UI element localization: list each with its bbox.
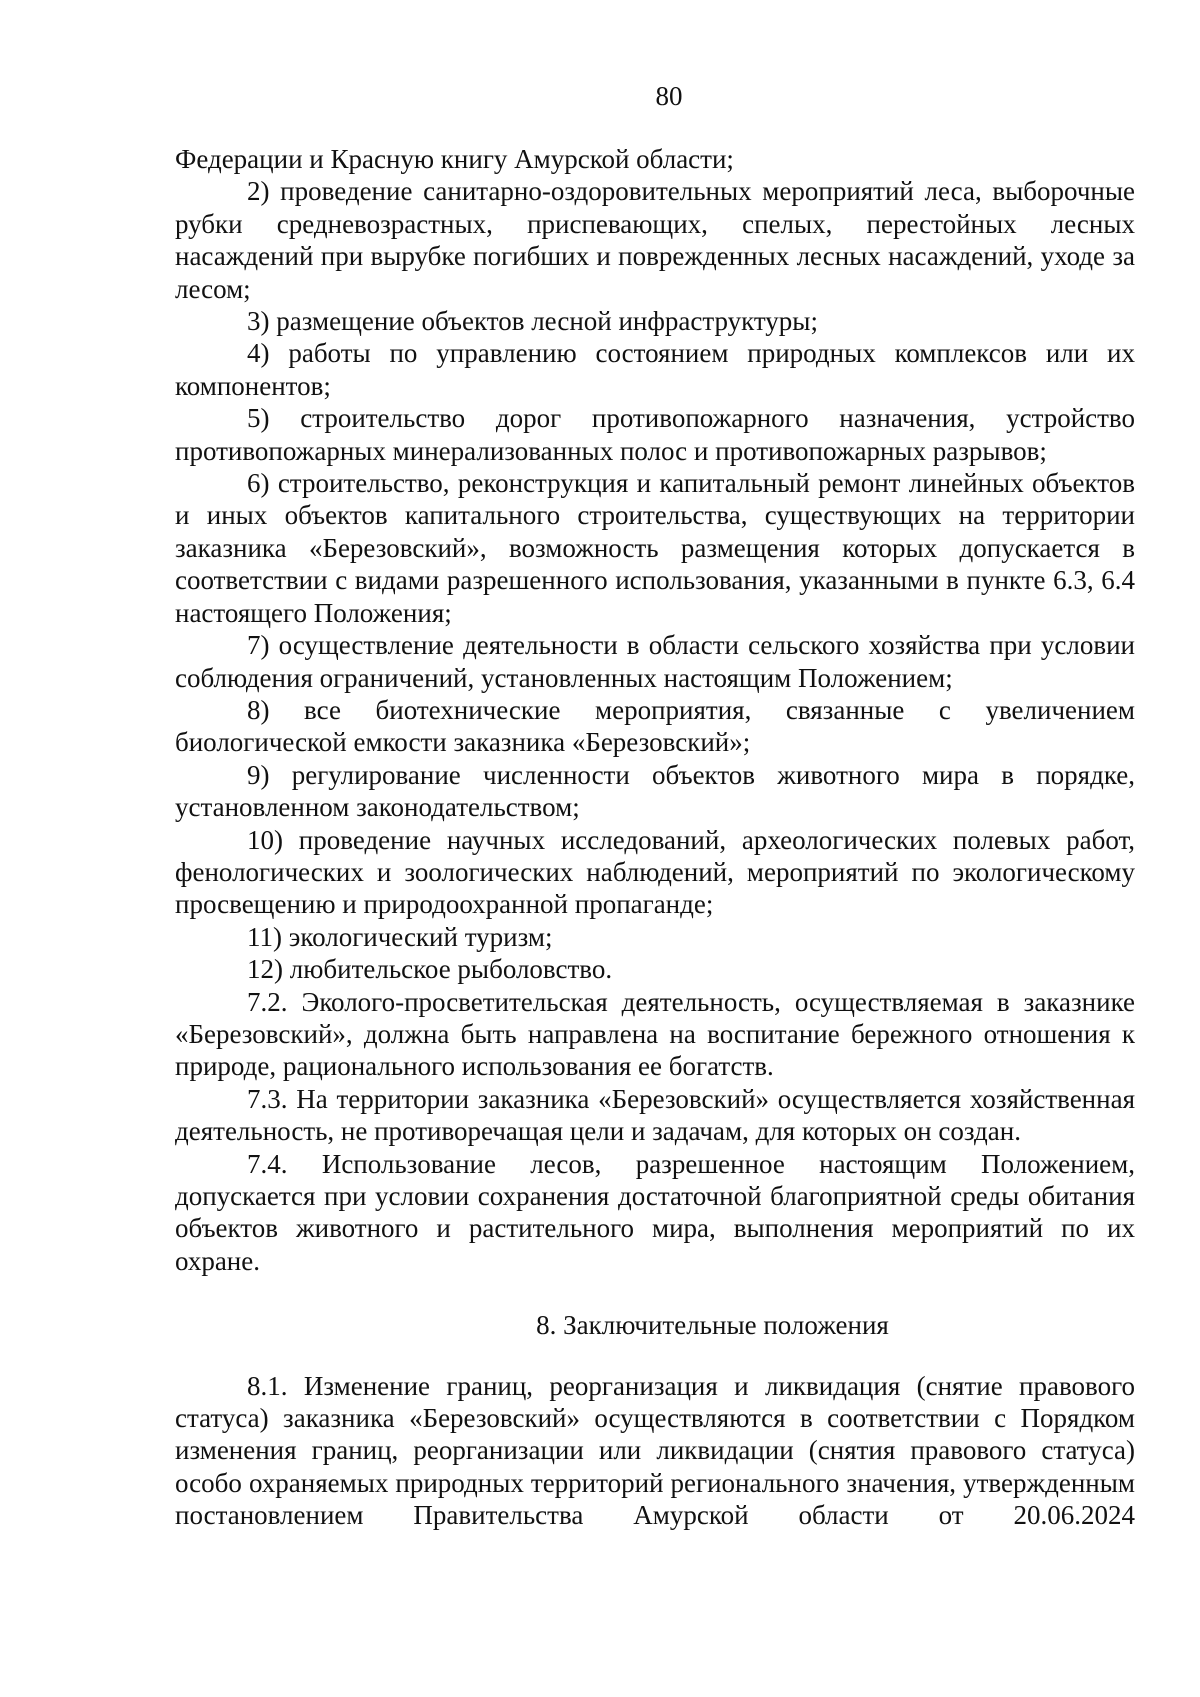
list-item-8: 8) все биотехнические мероприятия, связанные с увеличением биологической емкости заказника «Березовский»; (175, 694, 1135, 758)
list-item-6: 6) строительство, реконструкция и капитальный ремонт линейных объектов и иных объектов капитального строительства, существующих на территории заказника «Березовский», возможность размещения которых допускается в соответствии с видами разрешенного использования, указанными в пункте 6.3, 6.4 настоящего Положения; (175, 468, 1135, 628)
section-heading: 8. Заключительные положения (536, 1310, 889, 1341)
clause-7-2: 7.2. Эколого-просветительская деятельность, осуществляемая в заказнике «Березовский», должна быть направлена на воспитание бережного отношения к природе, рационального использования ее богатств. (175, 986, 1135, 1082)
list-item-2: 2) проведение санитарно-оздоровительных мероприятий леса, выборочные рубки средневозрастных, приспевающих, спелых, перестойных лесных насаждений при вырубке погибших и поврежденных лесных насаждений, уходе за лесом; (175, 176, 1135, 304)
clause-8-1: 8.1. Изменение границ, реорганизация и ликвидация (снятие правового статуса) заказника «Березовский» осуществляются в соответствии с Порядком изменения границ, реорганизации или ликвидации (снятия правового статуса) особо охраняемых природных территорий регионального значения, утвержденным постановлением Правительства Амурской области от 20.06.2024 (175, 1370, 1135, 1531)
list-item-9: 9) регулирование численности объектов животного мира в порядке, установленном законодательством; (175, 759, 1135, 823)
list-item-4: 4) работы по управлению состоянием природных комплексов или их компонентов; (175, 338, 1135, 401)
list-item-5: 5) строительство дорог противопожарного назначения, устройство противопожарных минерализованных полос и противопожарных разрывов; (175, 403, 1135, 466)
page-number: 80 (655, 81, 683, 111)
list-item-3: 3) размещение объектов лесной инфраструктуры; (247, 306, 818, 337)
list-item-7: 7) осуществление деятельности в области сельского хозяйства при условии соблюдения ограничений, установленных настоящим Положением; (175, 630, 1135, 693)
list-item-11: 11) экологический туризм; (247, 921, 553, 952)
list-item-12: 12) любительское рыболовство. (247, 954, 613, 985)
clause-7-3: 7.3. На территории заказника «Березовский» осуществляется хозяйственная деятельность, не противоречащая цели и задачам, для которых он создан. (175, 1083, 1135, 1147)
list-item-10: 10) проведение научных исследований, археологических полевых работ, фенологических и зоологических наблюдений, мероприятий по экологическому просвещению и природоохранной пропаганде; (175, 824, 1135, 920)
document-body (175, 143, 1135, 1532)
clause-7-4: 7.4. Использование лесов, разрешенное настоящим Положением, допускается при условии сохранения достаточной благоприятной среды обитания объектов животного и растительного мира, выполнения мероприятий по их охране. (175, 1148, 1135, 1276)
paragraph-continuation: Федерации и Красную книгу Амурской области; (175, 144, 734, 174)
